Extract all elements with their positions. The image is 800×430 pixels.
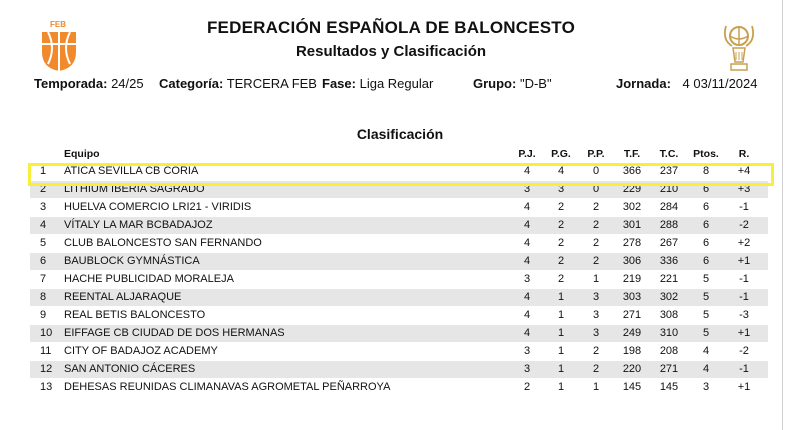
- cell-tc: 302: [659, 291, 679, 303]
- col-tf: T.F.: [623, 148, 641, 160]
- page-subtitle: Resultados y Clasificación: [295, 43, 487, 60]
- trophy-icon: [718, 18, 760, 76]
- cell-team: BAUBLOCK GYMNÁSTICA: [64, 255, 200, 267]
- season-field: Temporada: 24/25: [34, 76, 144, 91]
- col-pj: P.J.: [518, 148, 536, 160]
- cell-pts: 4: [702, 363, 710, 375]
- cell-pos: 11: [40, 345, 52, 357]
- cell-r: +2: [737, 237, 751, 249]
- cell-tc: 336: [659, 255, 679, 267]
- table-row: [30, 199, 768, 216]
- cell-pts: 5: [702, 273, 710, 285]
- cell-pj: 3: [523, 345, 531, 357]
- cell-pg: 4: [557, 165, 565, 177]
- phase-field: Fase: Liga Regular: [322, 76, 434, 91]
- cell-pts: 6: [702, 255, 710, 267]
- cell-pj: 4: [523, 237, 531, 249]
- table-row: [30, 361, 768, 378]
- cell-pts: 8: [702, 165, 710, 177]
- cell-team: VÍTALY LA MAR BCBADAJOZ: [64, 219, 213, 231]
- cell-pts: 6: [702, 201, 710, 213]
- cell-pj: 2: [523, 381, 531, 393]
- cell-tf: 278: [622, 237, 642, 249]
- cell-tc: 145: [659, 381, 679, 393]
- cell-tf: 301: [622, 219, 642, 231]
- cell-pos: 1: [40, 165, 47, 177]
- cell-pp: 3: [592, 291, 600, 303]
- cell-pg: 2: [557, 273, 565, 285]
- cell-r: +1: [737, 381, 751, 393]
- cell-pts: 6: [702, 219, 710, 231]
- table-row: [30, 325, 768, 342]
- col-team: Equipo: [64, 148, 100, 160]
- cell-tc: 208: [659, 345, 679, 357]
- cell-pg: 2: [557, 237, 565, 249]
- category-field: Categoría: TERCERA FEB: [159, 76, 317, 91]
- cell-pts: 6: [702, 237, 710, 249]
- table-row: [30, 307, 768, 324]
- cell-pg: 3: [557, 183, 565, 195]
- cell-pp: 2: [592, 201, 600, 213]
- cell-pos: 13: [40, 381, 53, 393]
- table-row: [30, 181, 768, 198]
- col-pts: Ptos.: [693, 148, 719, 160]
- cell-pg: 2: [557, 255, 565, 267]
- cell-tf: 145: [622, 381, 642, 393]
- cell-tf: 229: [622, 183, 642, 195]
- cell-pg: 1: [557, 345, 565, 357]
- cell-pj: 4: [523, 255, 531, 267]
- cell-pg: 1: [557, 327, 565, 339]
- cell-r: +3: [737, 183, 751, 195]
- cell-pts: 5: [702, 327, 710, 339]
- group-field: Grupo: "D-B": [473, 76, 552, 91]
- cell-pp: 3: [592, 309, 600, 321]
- cell-pos: 12: [40, 363, 53, 375]
- cell-pos: 2: [40, 183, 47, 195]
- cell-pp: 2: [592, 255, 600, 267]
- cell-pos: 4: [40, 219, 47, 231]
- table-row: [30, 217, 768, 234]
- cell-pg: 2: [557, 219, 565, 231]
- cell-pts: 5: [702, 309, 710, 321]
- table-row: [30, 379, 768, 396]
- cell-pj: 4: [523, 309, 531, 321]
- cell-team: REAL BETIS BALONCESTO: [64, 309, 206, 321]
- cell-tf: 271: [622, 309, 642, 321]
- cell-tf: 220: [622, 363, 642, 375]
- cell-r: +1: [737, 255, 751, 267]
- cell-tc: 310: [659, 327, 679, 339]
- cell-tf: 303: [622, 291, 642, 303]
- cell-tf: 306: [622, 255, 642, 267]
- cell-pj: 4: [523, 201, 531, 213]
- cell-pj: 4: [523, 291, 531, 303]
- cell-tf: 366: [622, 165, 642, 177]
- cell-tc: 221: [659, 273, 679, 285]
- cell-tf: 302: [622, 201, 642, 213]
- table-row: [30, 289, 768, 306]
- cell-r: -2: [739, 219, 749, 231]
- cell-team: EIFFAGE CB CIUDAD DE DOS HERMANAS: [64, 327, 285, 339]
- round-date: 03/11/2024: [693, 76, 758, 91]
- cell-pts: 5: [702, 291, 710, 303]
- cell-pos: 6: [40, 255, 47, 267]
- col-pg: P.G.: [551, 148, 571, 160]
- cell-pos: 7: [40, 273, 47, 285]
- cell-r: +1: [737, 327, 751, 339]
- cell-tc: 288: [659, 219, 679, 231]
- page-title: FEDERACIÓN ESPAÑOLA DE BALONCESTO: [206, 18, 576, 37]
- cell-pj: 3: [523, 363, 531, 375]
- cell-pp: 1: [592, 273, 600, 285]
- cell-r: -1: [739, 273, 749, 285]
- cell-team: ATICA SEVILLA CB CORIA: [64, 165, 199, 177]
- col-tc: T.C.: [659, 148, 679, 160]
- cell-tc: 308: [659, 309, 679, 321]
- cell-pj: 4: [523, 327, 531, 339]
- cell-pos: 5: [40, 237, 47, 249]
- cell-tf: 249: [622, 327, 642, 339]
- cell-pp: 2: [592, 363, 600, 375]
- cell-pp: 1: [592, 381, 600, 393]
- cell-team: CITY OF BADAJOZ ACADEMY: [64, 345, 218, 357]
- cell-r: -1: [739, 201, 749, 213]
- cell-tc: 284: [659, 201, 679, 213]
- cell-pp: 2: [592, 345, 600, 357]
- cell-pts: 3: [702, 381, 710, 393]
- cell-team: LITHIUM IBERIA SAGRADO: [64, 183, 205, 195]
- cell-pp: 0: [592, 165, 600, 177]
- cell-pos: 9: [40, 309, 47, 321]
- cell-team: HUELVA COMERCIO LRI21 - VIRIDIS: [64, 201, 252, 213]
- cell-pj: 4: [523, 165, 531, 177]
- cell-team: CLUB BALONCESTO SAN FERNANDO: [64, 237, 262, 249]
- cell-r: -1: [739, 363, 749, 375]
- cell-pg: 1: [557, 381, 565, 393]
- cell-r: -1: [739, 291, 749, 303]
- cell-tc: 210: [659, 183, 679, 195]
- cell-team: HACHE PUBLICIDAD MORALEJA: [64, 273, 234, 285]
- cell-r: +4: [737, 165, 751, 177]
- cell-r: -3: [739, 309, 749, 321]
- cell-tf: 198: [622, 345, 642, 357]
- cell-tc: 271: [659, 363, 679, 375]
- cell-pg: 1: [557, 291, 565, 303]
- round-field: Jornada: 4 03/11/2024: [616, 76, 758, 91]
- svg-text:FEB: FEB: [50, 20, 66, 29]
- table-row: [30, 271, 768, 288]
- cell-pj: 4: [523, 219, 531, 231]
- cell-tc: 237: [659, 165, 679, 177]
- col-pp: P.P.: [587, 148, 605, 160]
- cell-pp: 2: [592, 219, 600, 231]
- cell-tc: 267: [659, 237, 679, 249]
- standings-title: Clasificación: [356, 126, 444, 142]
- table-row: [30, 253, 768, 270]
- cell-pg: 1: [557, 309, 565, 321]
- cell-pp: 2: [592, 237, 600, 249]
- cell-team: DEHESAS REUNIDAS CLIMANAVAS AGROMETAL PEÑARROYA: [64, 381, 391, 393]
- cell-pos: 10: [40, 327, 53, 339]
- cell-team: SAN ANTONIO CÁCERES: [64, 363, 196, 375]
- cell-pp: 3: [592, 327, 600, 339]
- col-r: R.: [738, 148, 750, 160]
- cell-r: -2: [739, 345, 749, 357]
- cell-pj: 3: [523, 273, 531, 285]
- cell-pp: 0: [592, 183, 600, 195]
- table-row: [30, 343, 768, 360]
- cell-pg: 2: [557, 201, 565, 213]
- table-row: [30, 163, 768, 180]
- cell-pts: 4: [702, 345, 710, 357]
- cell-tf: 219: [622, 273, 642, 285]
- cell-team: REENTAL ALJARAQUE: [64, 291, 182, 303]
- cell-pg: 1: [557, 363, 565, 375]
- cell-pos: 3: [40, 201, 47, 213]
- cell-pos: 8: [40, 291, 47, 303]
- cell-pts: 6: [702, 183, 710, 195]
- table-row: [30, 235, 768, 252]
- cell-pj: 3: [523, 183, 531, 195]
